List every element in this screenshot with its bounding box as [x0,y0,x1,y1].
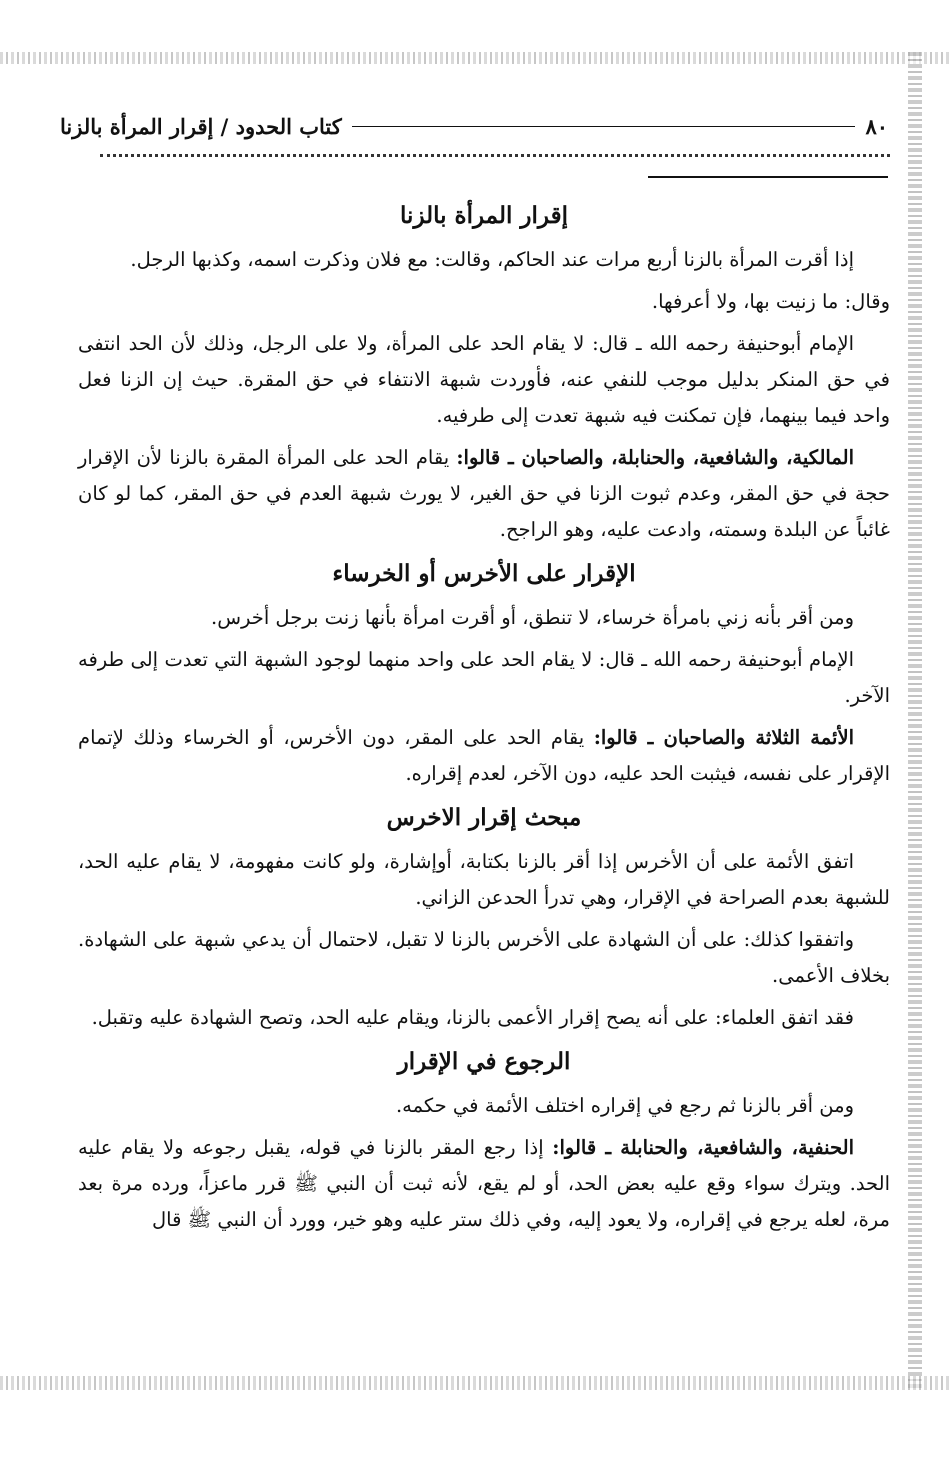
paragraph-text: إذا رجع المقر بالزنا في قوله، يقبل رجوعه ولا يقام عليه الحد. ويترك سواء وقع عليه بعض الحد، أو لم يقع، لأنه ثبت أن النبي ﷺ قرر ماعزاً، ورده مرة بعد مرة، لعله يرجع في إقراره، ولا يعود إليه، وفي ذلك ستر عليه وهو خير، وورد أن النبي ﷺ قال [78,1136,890,1231]
paragraph [78,600,890,636]
paragraph [78,284,890,320]
paragraph [78,1088,890,1124]
paragraph-text: ومن أقر بأنه زني بامرأة خرساء، لا تنطق، أو أقرت امرأة بأنها زنت برجل أخرس. [211,606,854,629]
paragraph [78,1000,890,1036]
paragraph-text: فقد اتفق العلماء: على أنه يصح إقرار الأعمى بالزنا، ويقام عليه الحد، وتصح الشهادة عليه وتقبل. [91,1006,854,1029]
paragraph [78,440,890,548]
header-rule [352,126,856,127]
paragraph [78,922,890,994]
section-heading: مبحث إقرار الاخرس [386,804,582,831]
paragraph [78,720,890,792]
decorative-border-bottom [0,1376,950,1390]
section-heading: الرجوع في الإقرار [397,1048,571,1075]
paragraph-lead: الحنفية، والشافعية، والحنابلة ـ قالوا: [552,1136,854,1159]
paragraph [78,326,890,434]
dotted-separator [100,144,890,157]
paragraph-text: ومن أقر بالزنا ثم رجع في إقراره اختلف الأئمة في حكمه. [395,1094,854,1117]
paragraph-text: إذا أقرت المرأة بالزنا أربع مرات عند الحاكم، وقالت: مع فلان وذكرت اسمه، وكذبها الرجل. [130,248,854,271]
paragraph-text: واتفقوا كذلك: على أن الشهادة على الأخرس بالزنا لا تقبل، لاحتمال أن يدعي شبهة على الشهادة. بخلاف الأعمى. [78,928,890,987]
paragraph [78,642,890,714]
section-heading: الإقرار على الأخرس أو الخرساء [332,560,636,587]
decorative-border-top [0,52,950,64]
paragraph [78,242,890,278]
paragraph-lead: الأئمة الثلاثة والصاحبان ـ قالوا: [593,726,854,749]
paragraph [78,1130,890,1238]
running-header [60,108,888,144]
decorative-border-right [908,52,922,1390]
paragraph-text: يقام الحد على المقر، دون الأخرس، أو الخرساء وذلك لإتمام الإقرار على نفسه، فيثبت الحد عليه، دون الآخر، لعدم إقراره. [78,726,890,785]
paragraph [78,844,890,916]
section-heading: إقرار المرأة بالزنا [400,202,568,229]
page-number: ٨٠ [865,113,888,139]
paragraph-lead: المالكية، والشافعية، والحنابلة، والصاحبان ـ قالوا: [456,446,854,469]
running-title: كتاب الحدود / إقرار المرأة بالزنا [60,113,342,139]
paragraph-text: يقام الحد على المرأة المقرة بالزنا لأن الإقرار حجة في حق المقر، وعدم ثبوت الزنا في حق الغير، لا يورث شبهة العدم في حق المقر، كما لو كان غائباً عن البلدة وسمته، وادعت عليه، وهو الراجح. [78,446,890,541]
page-body [78,190,890,1244]
section-rule [648,176,888,178]
paragraph-text: الإمام أبوحنيفة رحمه الله ـ قال: لا يقام الحد على المرأة، ولا على الرجل، وذلك لأن الحد انتفى في حق المنكر بدليل موجب للنفي عنه، فأوردت شبهة الانتفاء في حق المقرة. حيث إن الزنا فعل واحد فيما بينهما، فإن تمكنت فيه شبهة تعدت إلى طرفيه. [78,332,890,427]
paragraph-text: الإمام أبوحنيفة رحمه الله ـ قال: لا يقام الحد على واحد منهما لوجود الشبهة التي تعدت إلى طرفه الآخر. [78,648,890,707]
paragraph-text: وقال: ما زنيت بها، ولا أعرفها. [651,290,890,313]
paragraph-text: اتفق الأئمة على أن الأخرس إذا أقر بالزنا بكتابة، أوإشارة، ولو كانت مفهومة، لا يقام عليه الحد، للشبهة بعدم الصراحة في الإقرار، وهي تدرأ الحدعن الزاني. [78,850,890,909]
